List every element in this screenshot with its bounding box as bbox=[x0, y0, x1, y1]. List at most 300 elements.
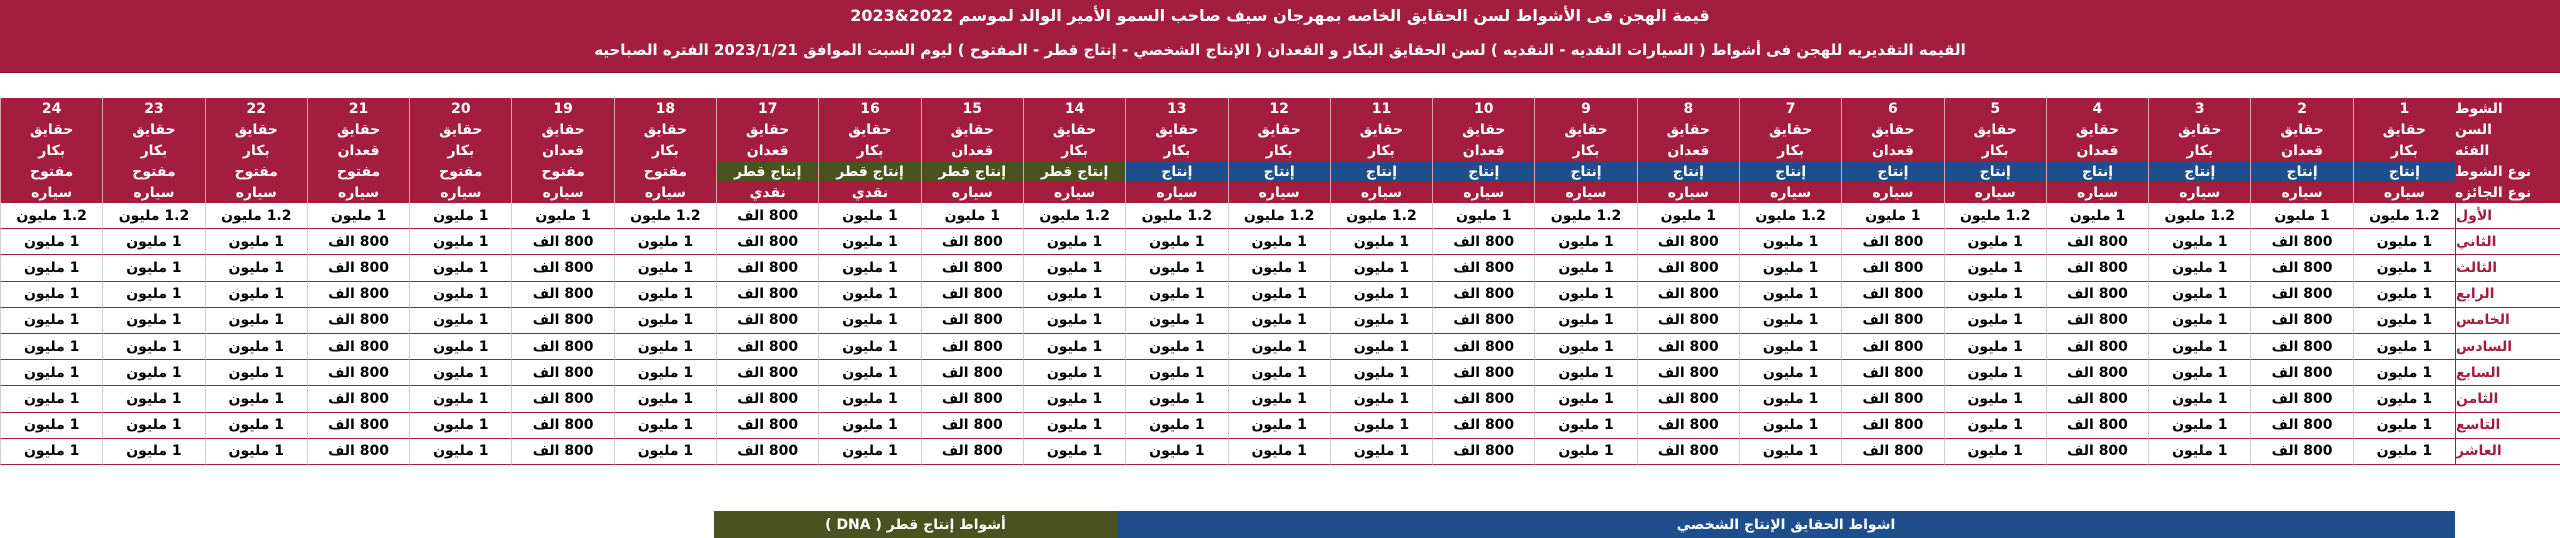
prize-value-cell: 1 مليون bbox=[205, 255, 307, 281]
prize-value-cell: 800 الف bbox=[1432, 255, 1534, 281]
prize-value-cell: 1 مليون bbox=[2148, 334, 2250, 360]
prize-value-cell: 800 الف bbox=[716, 386, 818, 412]
round-number-cell: 15 bbox=[921, 98, 1023, 119]
prize-value-cell: 1 مليون bbox=[1023, 282, 1125, 308]
prize-value-cell: 1 مليون bbox=[205, 229, 307, 255]
prize-value-cell: 800 الف bbox=[1432, 360, 1534, 386]
prize-value-cell: 800 الف bbox=[1432, 308, 1534, 334]
prize-value-cell: 1 مليون bbox=[1228, 282, 1330, 308]
row-label-round-type: نوع الشوط bbox=[2455, 161, 2560, 182]
prize-value-cell: 800 الف bbox=[921, 308, 1023, 334]
prize-value-cell: 800 الف bbox=[1637, 308, 1739, 334]
prize-value-cell: 1 مليون bbox=[1739, 439, 1841, 465]
prize-value-cell: 1 مليون bbox=[1739, 360, 1841, 386]
round-type-cell: إنتاج bbox=[1432, 161, 1534, 182]
prize-value-cell: 800 الف bbox=[511, 255, 613, 281]
row-label-place: الأول bbox=[2455, 203, 2560, 229]
age-cell: حقايق bbox=[2353, 119, 2455, 140]
round-type-cell: مفتوح bbox=[205, 161, 307, 182]
prize-value-cell: 1 مليون bbox=[205, 282, 307, 308]
prize-value-cell: 1 مليون bbox=[1228, 229, 1330, 255]
prize-value-cell: 1 مليون bbox=[1228, 255, 1330, 281]
prize-value-cell: 1 مليون bbox=[1125, 413, 1227, 439]
prize-value-cell: 1 مليون bbox=[614, 229, 716, 255]
age-cell: حقايق bbox=[1125, 119, 1227, 140]
prize-value-cell: 800 الف bbox=[1841, 308, 1943, 334]
prize-value-cell: 1 مليون bbox=[1739, 229, 1841, 255]
prize-value-cell: 1.2 مليون bbox=[0, 203, 102, 229]
row-label-place: التاسع bbox=[2455, 413, 2560, 439]
prize-type-cell: سياره bbox=[1637, 182, 1739, 203]
age-cell: حقايق bbox=[205, 119, 307, 140]
round-number-cell: 3 bbox=[2148, 98, 2250, 119]
round-type-cell: إنتاج bbox=[1841, 161, 1943, 182]
prize-value-cell: 1 مليون bbox=[205, 308, 307, 334]
page-header bbox=[0, 0, 2560, 73]
round-type-cell: مفتوح bbox=[0, 161, 102, 182]
prize-value-cell: 800 الف bbox=[2046, 413, 2148, 439]
prize-value-cell: 1 مليون bbox=[1023, 360, 1125, 386]
round-number-cell: 6 bbox=[1841, 98, 1943, 119]
prize-type-cell: سياره bbox=[1841, 182, 1943, 203]
row-label-place: السادس bbox=[2455, 334, 2560, 360]
prize-value-cell: 1 مليون bbox=[1739, 282, 1841, 308]
prize-value-cell: 1 مليون bbox=[1534, 229, 1636, 255]
prize-type-cell: سياره bbox=[1534, 182, 1636, 203]
round-number-cell: 2 bbox=[2250, 98, 2352, 119]
prize-value-cell: 1 مليون bbox=[102, 282, 204, 308]
prize-value-cell: 800 الف bbox=[2250, 282, 2352, 308]
prize-value-cell: 800 الف bbox=[716, 255, 818, 281]
prize-type-cell: سياره bbox=[1944, 182, 2046, 203]
prize-value-cell: 1 مليون bbox=[2353, 413, 2455, 439]
prize-value-cell: 800 الف bbox=[1637, 334, 1739, 360]
prize-value-cell: 800 الف bbox=[1841, 439, 1943, 465]
prize-value-cell: 1 مليون bbox=[102, 308, 204, 334]
prize-value-cell: 1 مليون bbox=[1534, 282, 1636, 308]
prize-value-cell: 800 الف bbox=[307, 334, 409, 360]
age-cell: حقايق bbox=[921, 119, 1023, 140]
page-subtitle: القيمه التقديريه للهجن فى أشواط ( السيارات النقديه - النقديه ) لسن الحقايق البكار و القعدان ( الإنتاج الشخصي - إنتاج قطر - المفتوح ) ليوم السبت الموافق 2023/1/21 الفتره الصباحيه bbox=[594, 41, 1966, 59]
prize-value-cell: 800 الف bbox=[1432, 386, 1534, 412]
prize-value-cell: 1 مليون bbox=[2353, 360, 2455, 386]
prize-value-cell: 1 مليون bbox=[102, 386, 204, 412]
prize-type-cell: سياره bbox=[0, 182, 102, 203]
age-cell: حقايق bbox=[716, 119, 818, 140]
prize-value-cell: 1 مليون bbox=[1534, 308, 1636, 334]
prize-value-cell: 1 مليون bbox=[1330, 334, 1432, 360]
round-type-cell: مفتوح bbox=[511, 161, 613, 182]
prize-value-cell: 1 مليون bbox=[0, 308, 102, 334]
prize-value-cell: 800 الف bbox=[511, 386, 613, 412]
prize-value-cell: 1 مليون bbox=[818, 255, 920, 281]
prize-value-cell: 1 مليون bbox=[1841, 203, 1943, 229]
prize-value-cell: 1 مليون bbox=[409, 203, 511, 229]
round-number-cell: 16 bbox=[818, 98, 920, 119]
category-cell: بكار bbox=[1125, 140, 1227, 161]
prize-value-cell: 1 مليون bbox=[2148, 439, 2250, 465]
prize-value-cell: 800 الف bbox=[1432, 334, 1534, 360]
prize-value-cell: 1 مليون bbox=[818, 203, 920, 229]
category-cell: بكار bbox=[409, 140, 511, 161]
prize-value-cell: 1 مليون bbox=[1125, 229, 1227, 255]
prize-value-cell: 1 مليون bbox=[2148, 255, 2250, 281]
category-cell: بكار bbox=[1330, 140, 1432, 161]
prize-value-cell: 1 مليون bbox=[1125, 360, 1227, 386]
age-cell: حقايق bbox=[1534, 119, 1636, 140]
prize-value-cell: 1 مليون bbox=[1023, 439, 1125, 465]
prize-value-cell: 800 الف bbox=[511, 308, 613, 334]
category-cell: بكار bbox=[818, 140, 920, 161]
prize-value-cell: 800 الف bbox=[307, 413, 409, 439]
prize-type-cell: سياره bbox=[409, 182, 511, 203]
round-type-cell: إنتاج bbox=[2353, 161, 2455, 182]
age-cell: حقايق bbox=[1739, 119, 1841, 140]
round-number-cell: 5 bbox=[1944, 98, 2046, 119]
prize-value-cell: 1 مليون bbox=[1944, 334, 2046, 360]
prize-type-cell: نقدي bbox=[716, 182, 818, 203]
prize-value-cell: 1 مليون bbox=[1739, 413, 1841, 439]
prize-value-cell: 1 مليون bbox=[1534, 413, 1636, 439]
age-cell: حقايق bbox=[614, 119, 716, 140]
prize-value-cell: 1 مليون bbox=[1944, 360, 2046, 386]
prize-value-cell: 1 مليون bbox=[1023, 413, 1125, 439]
prize-value-cell: 1 مليون bbox=[409, 308, 511, 334]
prize-value-cell: 1 مليون bbox=[1125, 308, 1227, 334]
prize-value-cell: 1 مليون bbox=[0, 413, 102, 439]
row-label-place: الرابع bbox=[2455, 282, 2560, 308]
prize-value-cell: 1 مليون bbox=[1534, 334, 1636, 360]
category-cell: بكار bbox=[205, 140, 307, 161]
prize-value-cell: 800 الف bbox=[1841, 334, 1943, 360]
prize-value-cell: 1 مليون bbox=[818, 386, 920, 412]
age-cell: حقايق bbox=[307, 119, 409, 140]
prize-value-cell: 800 الف bbox=[511, 413, 613, 439]
round-number-cell: 9 bbox=[1534, 98, 1636, 119]
age-cell: حقايق bbox=[1330, 119, 1432, 140]
prize-value-cell: 1 مليون bbox=[1739, 308, 1841, 334]
round-type-cell: إنتاج قطر bbox=[921, 161, 1023, 182]
prize-type-cell: سياره bbox=[1432, 182, 1534, 203]
category-cell: بكار bbox=[0, 140, 102, 161]
prize-value-cell: 800 الف bbox=[2046, 439, 2148, 465]
prize-value-cell: 1 مليون bbox=[1330, 308, 1432, 334]
prize-value-cell: 1 مليون bbox=[1125, 282, 1227, 308]
prize-value-cell: 1 مليون bbox=[2148, 360, 2250, 386]
prize-value-cell: 800 الف bbox=[716, 413, 818, 439]
prize-value-cell: 800 الف bbox=[2250, 255, 2352, 281]
prize-value-cell: 800 الف bbox=[921, 360, 1023, 386]
prize-value-cell: 1 مليون bbox=[818, 413, 920, 439]
prize-value-cell: 1 مليون bbox=[1330, 282, 1432, 308]
prize-value-cell: 800 الف bbox=[2250, 308, 2352, 334]
prize-value-cell: 1 مليون bbox=[0, 282, 102, 308]
round-number-cell: 12 bbox=[1228, 98, 1330, 119]
prize-value-cell: 1 مليون bbox=[102, 413, 204, 439]
age-cell: حقايق bbox=[1228, 119, 1330, 140]
row-label-round: الشوط bbox=[2455, 98, 2560, 119]
prize-value-cell: 800 الف bbox=[2250, 360, 2352, 386]
prize-type-cell: سياره bbox=[2148, 182, 2250, 203]
prize-value-cell: 1 مليون bbox=[1125, 334, 1227, 360]
row-label-place: الثامن bbox=[2455, 386, 2560, 412]
round-number-cell: 14 bbox=[1023, 98, 1125, 119]
prize-value-cell: 800 الف bbox=[1432, 413, 1534, 439]
category-cell: قعدان bbox=[511, 140, 613, 161]
prize-value-cell: 800 الف bbox=[2046, 334, 2148, 360]
prize-value-cell: 800 الف bbox=[1432, 439, 1534, 465]
footer-production-label: اشواط الحقايق الإنتاج الشخصي bbox=[1117, 511, 2455, 538]
round-number-cell: 7 bbox=[1739, 98, 1841, 119]
prize-value-cell: 1 مليون bbox=[2148, 308, 2250, 334]
prize-value-cell: 800 الف bbox=[921, 229, 1023, 255]
prize-value-cell: 1 مليون bbox=[205, 360, 307, 386]
prize-value-cell: 1 مليون bbox=[1125, 255, 1227, 281]
category-cell: قعدان bbox=[307, 140, 409, 161]
age-cell: حقايق bbox=[2250, 119, 2352, 140]
prize-value-cell: 1 مليون bbox=[102, 229, 204, 255]
round-type-cell: إنتاج قطر bbox=[716, 161, 818, 182]
prize-value-cell: 1 مليون bbox=[1534, 439, 1636, 465]
prize-value-cell: 1 مليون bbox=[409, 255, 511, 281]
round-number-cell: 10 bbox=[1432, 98, 1534, 119]
prize-type-cell: سياره bbox=[2353, 182, 2455, 203]
round-type-cell: إنتاج bbox=[1228, 161, 1330, 182]
prize-table bbox=[0, 98, 2455, 506]
prize-type-cell: سياره bbox=[511, 182, 613, 203]
prize-value-cell: 1 مليون bbox=[102, 439, 204, 465]
prize-value-cell: 800 الف bbox=[511, 439, 613, 465]
prize-value-cell: 1 مليون bbox=[205, 386, 307, 412]
prize-value-cell: 1 مليون bbox=[1023, 386, 1125, 412]
prize-value-cell: 1 مليون bbox=[1330, 413, 1432, 439]
prize-value-cell: 1 مليون bbox=[2353, 308, 2455, 334]
prize-value-cell: 800 الف bbox=[307, 255, 409, 281]
prize-value-cell: 800 الف bbox=[921, 334, 1023, 360]
prize-value-cell: 1 مليون bbox=[409, 386, 511, 412]
prize-value-cell: 1 مليون bbox=[2353, 282, 2455, 308]
prize-value-cell: 800 الف bbox=[2046, 282, 2148, 308]
prize-value-cell: 1 مليون bbox=[1944, 439, 2046, 465]
prize-value-cell: 1 مليون bbox=[2046, 203, 2148, 229]
row-label-place: الخامس bbox=[2455, 308, 2560, 334]
prize-value-cell: 800 الف bbox=[1637, 360, 1739, 386]
round-type-cell: إنتاج قطر bbox=[818, 161, 920, 182]
age-cell: حقايق bbox=[1432, 119, 1534, 140]
prize-value-cell: 800 الف bbox=[716, 282, 818, 308]
prize-value-cell: 800 الف bbox=[2046, 255, 2148, 281]
prize-value-cell: 800 الف bbox=[2250, 413, 2352, 439]
prize-value-cell: 800 الف bbox=[2250, 334, 2352, 360]
category-cell: بكار bbox=[614, 140, 716, 161]
round-number-cell: 13 bbox=[1125, 98, 1227, 119]
round-number-cell: 18 bbox=[614, 98, 716, 119]
prize-value-cell: 800 الف bbox=[2250, 229, 2352, 255]
row-label-category: الفئه bbox=[2455, 140, 2560, 161]
prize-value-cell: 800 الف bbox=[2250, 386, 2352, 412]
prize-value-cell: 1 مليون bbox=[1739, 386, 1841, 412]
category-cell: قعدان bbox=[921, 140, 1023, 161]
prize-value-cell: 1 مليون bbox=[1023, 255, 1125, 281]
prize-value-cell: 1 مليون bbox=[614, 308, 716, 334]
round-number-cell: 4 bbox=[2046, 98, 2148, 119]
category-cell: بكار bbox=[1228, 140, 1330, 161]
prize-value-cell: 1.2 مليون bbox=[205, 203, 307, 229]
prize-value-cell: 1.2 مليون bbox=[614, 203, 716, 229]
row-label-place: العاشر bbox=[2455, 439, 2560, 465]
round-number-cell: 24 bbox=[0, 98, 102, 119]
prize-value-cell: 800 الف bbox=[2250, 439, 2352, 465]
prize-value-cell: 1 مليون bbox=[409, 439, 511, 465]
row-label-age: السن bbox=[2455, 119, 2560, 140]
prize-value-cell: 1 مليون bbox=[1944, 386, 2046, 412]
row-label-place: الثالث bbox=[2455, 255, 2560, 281]
age-cell: حقايق bbox=[1944, 119, 2046, 140]
prize-value-cell: 800 الف bbox=[307, 308, 409, 334]
prize-value-cell: 1 مليون bbox=[614, 413, 716, 439]
round-number-cell: 19 bbox=[511, 98, 613, 119]
prize-value-cell: 1 مليون bbox=[205, 413, 307, 439]
prize-value-cell: 1 مليون bbox=[1228, 413, 1330, 439]
prize-value-cell: 1 مليون bbox=[614, 282, 716, 308]
category-cell: بكار bbox=[1534, 140, 1636, 161]
prize-value-cell: 1 مليون bbox=[614, 255, 716, 281]
prize-value-cell: 800 الف bbox=[307, 229, 409, 255]
prize-value-cell: 1 مليون bbox=[1944, 282, 2046, 308]
round-number-cell: 8 bbox=[1637, 98, 1739, 119]
prize-value-cell: 1.2 مليون bbox=[1739, 203, 1841, 229]
age-cell: حقايق bbox=[511, 119, 613, 140]
round-type-cell: إنتاج bbox=[1125, 161, 1227, 182]
round-type-cell: مفتوح bbox=[614, 161, 716, 182]
prize-value-cell: 800 الف bbox=[921, 282, 1023, 308]
prize-value-cell: 1 مليون bbox=[614, 439, 716, 465]
prize-value-cell: 800 الف bbox=[1432, 229, 1534, 255]
category-cell: قعدان bbox=[2250, 140, 2352, 161]
prize-value-cell: 1 مليون bbox=[0, 229, 102, 255]
prize-value-cell: 1 مليون bbox=[1228, 386, 1330, 412]
round-type-cell: مفتوح bbox=[102, 161, 204, 182]
prize-value-cell: 1 مليون bbox=[1944, 413, 2046, 439]
category-cell: بكار bbox=[1944, 140, 2046, 161]
prize-value-cell: 800 الف bbox=[307, 282, 409, 308]
prize-value-cell: 1.2 مليون bbox=[1534, 203, 1636, 229]
age-cell: حقايق bbox=[409, 119, 511, 140]
prize-type-cell: سياره bbox=[614, 182, 716, 203]
prize-value-cell: 800 الف bbox=[1432, 282, 1534, 308]
prize-value-cell: 800 الف bbox=[1637, 413, 1739, 439]
category-cell: قعدان bbox=[716, 140, 818, 161]
category-cell: قعدان bbox=[2046, 140, 2148, 161]
round-number-cell: 1 bbox=[2353, 98, 2455, 119]
prize-value-cell: 1 مليون bbox=[0, 386, 102, 412]
prize-type-cell: سياره bbox=[1228, 182, 1330, 203]
prize-value-cell: 1 مليون bbox=[1228, 334, 1330, 360]
prize-value-cell: 1 مليون bbox=[2148, 413, 2250, 439]
round-number-cell: 22 bbox=[205, 98, 307, 119]
prize-value-cell: 800 الف bbox=[921, 413, 1023, 439]
prize-value-cell: 800 الف bbox=[307, 386, 409, 412]
prize-value-cell: 1 مليون bbox=[0, 360, 102, 386]
prize-value-cell: 1 مليون bbox=[2353, 255, 2455, 281]
prize-value-cell: 800 الف bbox=[716, 203, 818, 229]
prize-value-cell: 800 الف bbox=[511, 282, 613, 308]
prize-value-cell: 1 مليون bbox=[614, 386, 716, 412]
age-cell: حقايق bbox=[818, 119, 920, 140]
prize-type-cell: سياره bbox=[2250, 182, 2352, 203]
prize-value-cell: 1 مليون bbox=[307, 203, 409, 229]
round-type-cell: إنتاج bbox=[2148, 161, 2250, 182]
prize-value-cell: 1 مليون bbox=[1330, 229, 1432, 255]
prize-value-cell: 1 مليون bbox=[818, 282, 920, 308]
prize-value-cell: 1 مليون bbox=[409, 360, 511, 386]
age-cell: حقايق bbox=[1023, 119, 1125, 140]
prize-value-cell: 1.2 مليون bbox=[2353, 203, 2455, 229]
prize-value-cell: 1 مليون bbox=[1944, 229, 2046, 255]
row-label-place: السابع bbox=[2455, 360, 2560, 386]
prize-value-cell: 800 الف bbox=[921, 255, 1023, 281]
prize-value-cell: 800 الف bbox=[921, 439, 1023, 465]
page-title: قيمة الهجن فى الأشواط لسن الحقايق الخاصه بمهرجان سيف صاحب السمو الأمير الوالد لموسم 2022&2023 bbox=[850, 6, 1710, 25]
prize-value-cell: 800 الف bbox=[1637, 439, 1739, 465]
prize-value-cell: 1 مليون bbox=[1330, 439, 1432, 465]
age-cell: حقايق bbox=[2148, 119, 2250, 140]
prize-type-cell: سياره bbox=[2046, 182, 2148, 203]
category-cell: قعدان bbox=[1637, 140, 1739, 161]
round-type-cell: مفتوح bbox=[307, 161, 409, 182]
prize-type-cell: سياره bbox=[1330, 182, 1432, 203]
prize-value-cell: 1 مليون bbox=[2148, 282, 2250, 308]
prize-value-cell: 1.2 مليون bbox=[1228, 203, 1330, 229]
round-type-cell: مفتوح bbox=[409, 161, 511, 182]
age-cell: حقايق bbox=[0, 119, 102, 140]
round-number-cell: 23 bbox=[102, 98, 204, 119]
age-cell: حقايق bbox=[1841, 119, 1943, 140]
prize-value-cell: 1 مليون bbox=[1432, 203, 1534, 229]
prize-value-cell: 1 مليون bbox=[205, 439, 307, 465]
prize-value-cell: 800 الف bbox=[716, 334, 818, 360]
prize-value-cell: 1 مليون bbox=[1534, 386, 1636, 412]
prize-value-cell: 800 الف bbox=[716, 308, 818, 334]
round-type-cell: إنتاج bbox=[1637, 161, 1739, 182]
prize-value-cell: 1.2 مليون bbox=[1944, 203, 2046, 229]
prize-value-cell: 800 الف bbox=[716, 439, 818, 465]
prize-value-cell: 1 مليون bbox=[1228, 439, 1330, 465]
prize-value-cell: 800 الف bbox=[1841, 360, 1943, 386]
prize-value-cell: 800 الف bbox=[2046, 229, 2148, 255]
category-cell: قعدان bbox=[1432, 140, 1534, 161]
prize-value-cell: 800 الف bbox=[921, 386, 1023, 412]
category-cell: بكار bbox=[2353, 140, 2455, 161]
prize-value-cell: 1.2 مليون bbox=[102, 203, 204, 229]
round-number-cell: 17 bbox=[716, 98, 818, 119]
footer-qatar-label: أشواط إنتاج قطر ( DNA ) bbox=[714, 511, 1117, 538]
row-label-prize-type: نوع الجائزه bbox=[2455, 182, 2560, 203]
prize-value-cell: 1 مليون bbox=[1944, 255, 2046, 281]
prize-value-cell: 1 مليون bbox=[409, 413, 511, 439]
prize-value-cell: 1 مليون bbox=[511, 203, 613, 229]
prize-value-cell: 1 مليون bbox=[818, 308, 920, 334]
prize-value-cell: 1 مليون bbox=[614, 360, 716, 386]
prize-value-cell: 1 مليون bbox=[102, 255, 204, 281]
prize-value-cell: 800 الف bbox=[1841, 413, 1943, 439]
prize-value-cell: 1 مليون bbox=[102, 360, 204, 386]
prize-value-cell: 1 مليون bbox=[2353, 229, 2455, 255]
prize-value-cell: 1 مليون bbox=[2353, 439, 2455, 465]
prize-value-cell: 1 مليون bbox=[818, 334, 920, 360]
round-type-cell: إنتاج bbox=[1534, 161, 1636, 182]
prize-value-cell: 1 مليون bbox=[205, 334, 307, 360]
